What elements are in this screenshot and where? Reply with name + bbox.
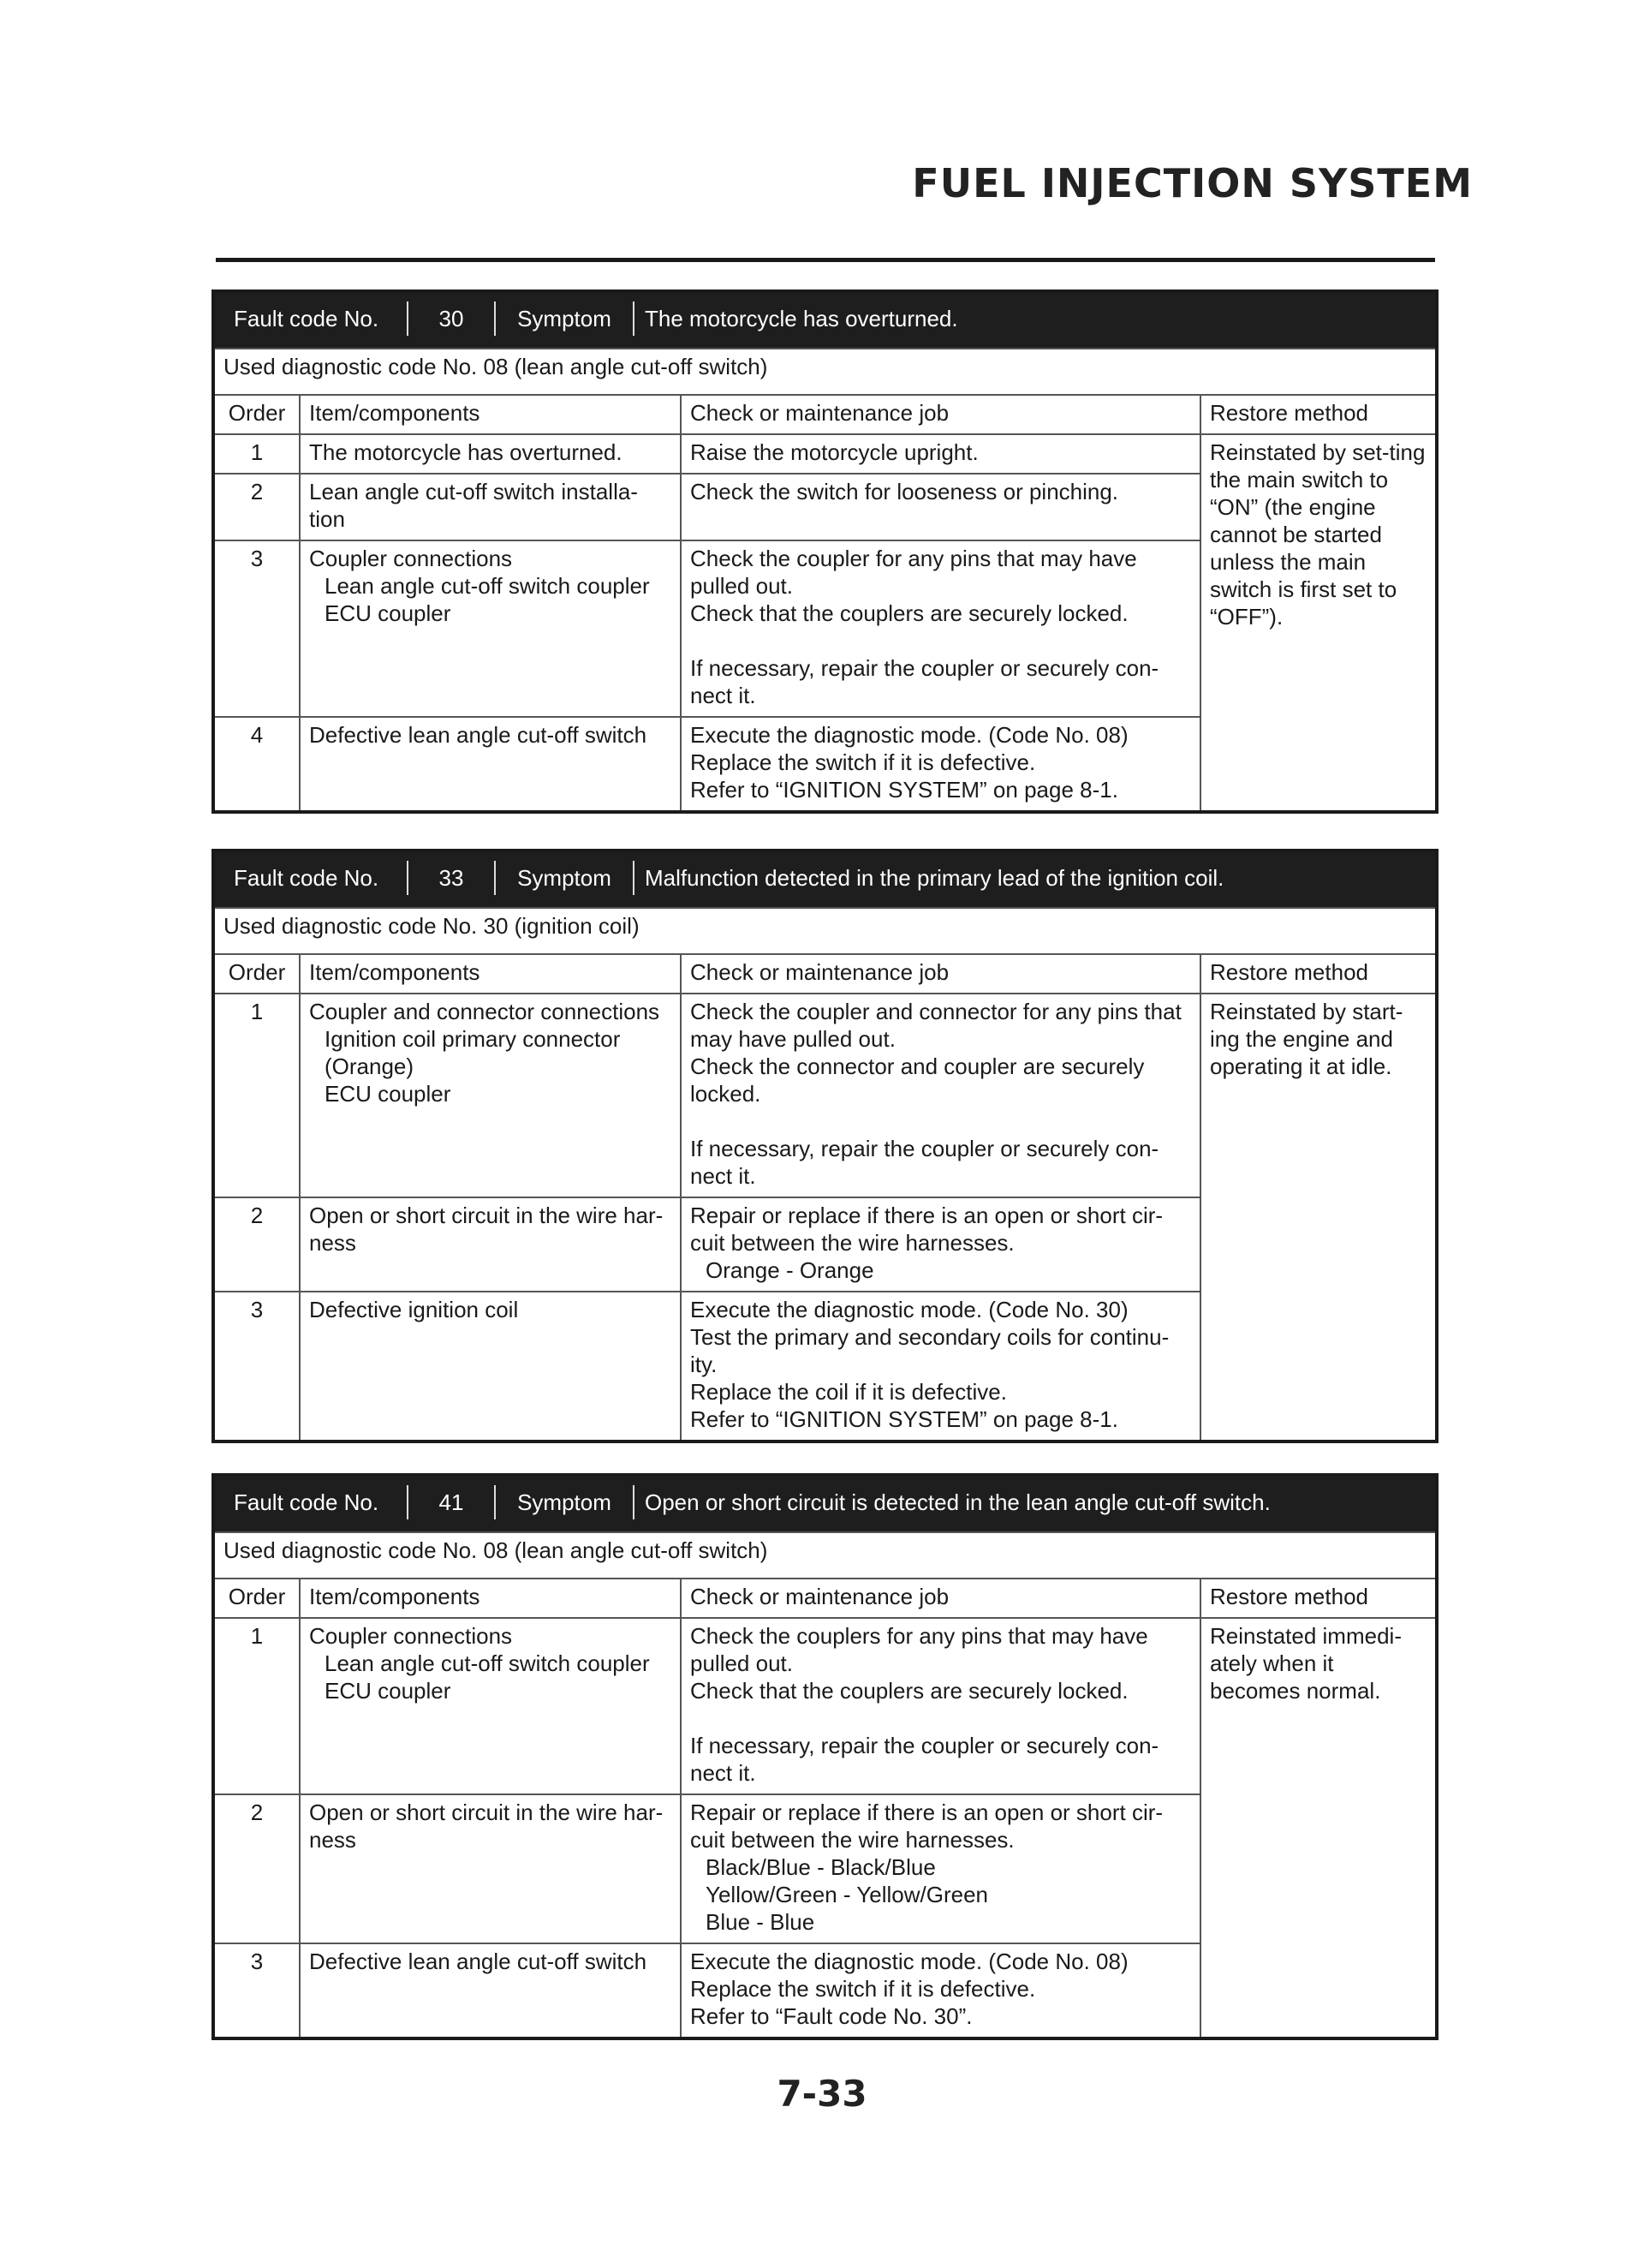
symptom-label: Symptom bbox=[496, 301, 634, 336]
column-header-row bbox=[213, 1579, 1437, 1618]
check-cell: Raise the motorcycle upright. bbox=[681, 434, 1200, 474]
order-cell: 2 bbox=[213, 1794, 300, 1943]
check-line: Check the coupler and connector for any pins that may have pulled out. bbox=[690, 999, 1182, 1052]
check-line: Refer to “Fault code No. 30”. bbox=[690, 2003, 973, 2029]
fault-code-label: Fault code No. bbox=[223, 1485, 408, 1519]
item-cell: Lean angle cut-off switch installa-tion bbox=[300, 474, 681, 540]
item-sub: ECU coupler bbox=[325, 1678, 451, 1704]
fault-code-label: Fault code No. bbox=[223, 301, 408, 336]
order-cell: 2 bbox=[213, 474, 300, 540]
check-line: Execute the diagnostic mode. (Code No. 08) bbox=[690, 722, 1129, 748]
check-line: Check that the couplers are securely locked. bbox=[690, 600, 1129, 626]
order-cell: 3 bbox=[213, 1943, 300, 2038]
page-title: FUEL INJECTION SYSTEM bbox=[912, 160, 1473, 206]
item-text: Coupler connections bbox=[309, 546, 513, 571]
check-line: Execute the diagnostic mode. (Code No. 08) bbox=[690, 1949, 1129, 1974]
restore-header: Restore method bbox=[1200, 1579, 1437, 1618]
check-line: Replace the switch if it is defective. bbox=[690, 1976, 1036, 2002]
check-note: If necessary, repair the coupler or securely con-nect it. bbox=[690, 655, 1159, 708]
restore-method: Reinstated immedi-ately when it becomes normal. bbox=[1200, 1618, 1437, 2038]
item-cell: The motorcycle has overturned. bbox=[300, 434, 681, 474]
item-cell: Defective ignition coil bbox=[300, 1292, 681, 1441]
restore-header: Restore method bbox=[1200, 395, 1437, 434]
item-text: Coupler and connector connections bbox=[309, 999, 660, 1024]
check-cell: Check the switch for looseness or pinching. bbox=[681, 474, 1200, 540]
check-line: Refer to “IGNITION SYSTEM” on page 8-1. bbox=[690, 1406, 1118, 1432]
check-line: Replace the coil if it is defective. bbox=[690, 1379, 1007, 1405]
check-sub: Blue - Blue bbox=[706, 1909, 815, 1935]
fault-code-value: 33 bbox=[408, 861, 496, 895]
used-diagnostic-code: Used diagnostic code No. 08 (lean angle cut-off switch) bbox=[213, 349, 1437, 395]
item-sub: ECU coupler bbox=[325, 600, 451, 626]
restore-method: Reinstated by set-ting the main switch to “ON” (the engine cannot be started unless the main switch is first set to “OFF”). bbox=[1200, 434, 1437, 812]
item-sub: ECU coupler bbox=[325, 1081, 451, 1107]
fault-header-row bbox=[213, 1475, 1437, 1532]
item-header: Item/components bbox=[300, 1579, 681, 1618]
fault-table-41 bbox=[211, 1473, 1438, 2040]
check-note: If necessary, repair the coupler or securely con-nect it. bbox=[690, 1136, 1159, 1189]
used-diagnostic-code: Used diagnostic code No. 30 (ignition coil) bbox=[213, 908, 1437, 954]
item-sub: Ignition coil primary connector (Orange) bbox=[325, 1026, 621, 1079]
item-header: Item/components bbox=[300, 954, 681, 994]
check-header: Check or maintenance job bbox=[681, 954, 1200, 994]
item-cell: Defective lean angle cut-off switch bbox=[300, 1943, 681, 2038]
order-cell: 4 bbox=[213, 717, 300, 812]
check-line: Replace the switch if it is defective. bbox=[690, 749, 1036, 775]
symptom-label: Symptom bbox=[496, 1485, 634, 1519]
item-sub: Lean angle cut-off switch coupler bbox=[325, 573, 650, 599]
check-line: Repair or replace if there is an open or short cir-cuit between the wire harnesses. bbox=[690, 1203, 1164, 1256]
check-line: Refer to “IGNITION SYSTEM” on page 8-1. bbox=[690, 777, 1118, 803]
table-row bbox=[213, 1618, 1437, 1794]
column-header-row bbox=[213, 395, 1437, 434]
item-cell bbox=[300, 540, 681, 717]
item-cell bbox=[300, 994, 681, 1197]
check-line: Check the couplers for any pins that may have pulled out. bbox=[690, 1623, 1148, 1676]
fault-code-label: Fault code No. bbox=[223, 861, 408, 895]
check-header: Check or maintenance job bbox=[681, 395, 1200, 434]
item-text: Coupler connections bbox=[309, 1623, 513, 1649]
check-cell bbox=[681, 1292, 1200, 1441]
fault-code-value: 41 bbox=[408, 1485, 496, 1519]
check-header: Check or maintenance job bbox=[681, 1579, 1200, 1618]
fault-table-30 bbox=[211, 289, 1438, 814]
check-line: Check that the couplers are securely locked. bbox=[690, 1678, 1129, 1704]
used-diagnostic-code: Used diagnostic code No. 08 (lean angle cut-off switch) bbox=[213, 1532, 1437, 1579]
check-sub: Orange - Orange bbox=[706, 1257, 874, 1283]
item-cell: Open or short circuit in the wire har-ness bbox=[300, 1197, 681, 1292]
order-cell: 1 bbox=[213, 1618, 300, 1794]
fault-header-row bbox=[213, 850, 1437, 908]
item-cell: Open or short circuit in the wire har-ness bbox=[300, 1794, 681, 1943]
item-header: Item/components bbox=[300, 395, 681, 434]
check-cell bbox=[681, 994, 1200, 1197]
order-header: Order bbox=[213, 395, 300, 434]
order-header: Order bbox=[213, 954, 300, 994]
table-row bbox=[213, 994, 1437, 1197]
restore-header: Restore method bbox=[1200, 954, 1437, 994]
symptom-label: Symptom bbox=[496, 861, 634, 895]
check-cell bbox=[681, 540, 1200, 717]
item-cell: Defective lean angle cut-off switch bbox=[300, 717, 681, 812]
fault-header-row bbox=[213, 291, 1437, 349]
check-cell bbox=[681, 1197, 1200, 1292]
order-cell: 3 bbox=[213, 1292, 300, 1441]
symptom-text: Open or short circuit is detected in the lean angle cut-off switch. bbox=[645, 1489, 1271, 1515]
check-note: If necessary, repair the coupler or securely con-nect it. bbox=[690, 1733, 1159, 1786]
check-line: Check the coupler for any pins that may have pulled out. bbox=[690, 546, 1137, 599]
order-cell: 2 bbox=[213, 1197, 300, 1292]
item-sub: Lean angle cut-off switch coupler bbox=[325, 1650, 650, 1676]
item-cell bbox=[300, 1618, 681, 1794]
fault-code-value: 30 bbox=[408, 301, 496, 336]
header-rule bbox=[216, 258, 1435, 262]
order-cell: 1 bbox=[213, 434, 300, 474]
check-line: Execute the diagnostic mode. (Code No. 30) bbox=[690, 1297, 1129, 1322]
column-header-row bbox=[213, 954, 1437, 994]
check-cell bbox=[681, 1943, 1200, 2038]
order-header: Order bbox=[213, 1579, 300, 1618]
fault-table-33 bbox=[211, 849, 1438, 1443]
check-line: Test the primary and secondary coils for continu-ity. bbox=[690, 1324, 1170, 1377]
check-sub: Yellow/Green - Yellow/Green bbox=[706, 1882, 989, 1907]
order-cell: 3 bbox=[213, 540, 300, 717]
check-cell bbox=[681, 1618, 1200, 1794]
check-sub: Black/Blue - Black/Blue bbox=[706, 1854, 936, 1880]
order-cell: 1 bbox=[213, 994, 300, 1197]
check-cell bbox=[681, 1794, 1200, 1943]
symptom-text: The motorcycle has overturned. bbox=[645, 306, 958, 331]
table-row bbox=[213, 434, 1437, 474]
check-line: Repair or replace if there is an open or short cir-cuit between the wire harnesses. bbox=[690, 1799, 1164, 1853]
symptom-text: Malfunction detected in the primary lead of the ignition coil. bbox=[645, 865, 1224, 891]
restore-method: Reinstated by start-ing the engine and operating it at idle. bbox=[1200, 994, 1437, 1441]
check-line: Check the connector and coupler are securely locked. bbox=[690, 1053, 1145, 1107]
check-cell bbox=[681, 717, 1200, 812]
page-number: 7-33 bbox=[777, 2073, 867, 2115]
